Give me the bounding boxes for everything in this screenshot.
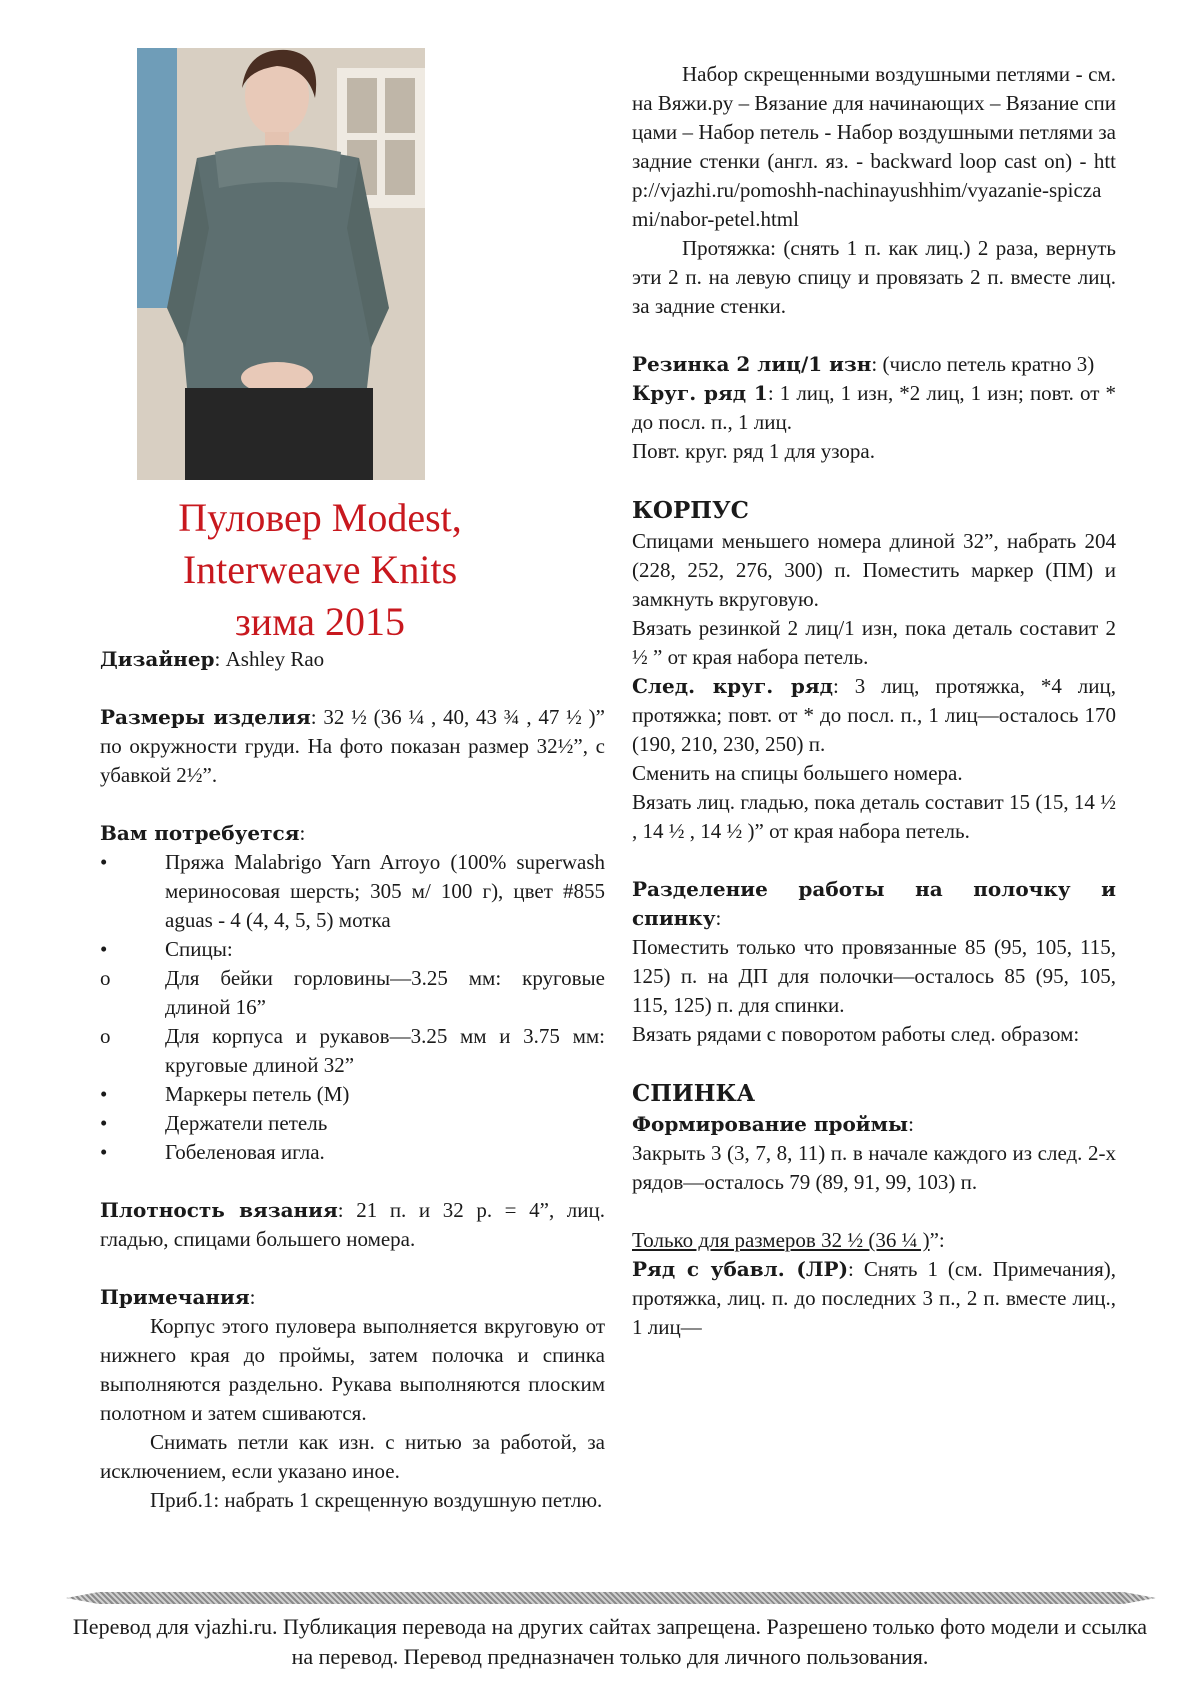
body-heading: КОРПУС [632,497,749,524]
notes-heading [100,1283,605,1312]
notes-paragraph: Приб.1: набрать 1 скрещенную воздушную петлю. [150,1488,603,1512]
list-marker: • [100,937,108,961]
list-marker: • [100,1082,108,1106]
rnd1-repeat: Повт. круг. ряд 1 для узора. [632,439,875,463]
list-item [100,935,605,964]
sizes-only-line [632,1226,1116,1255]
list-marker: o [100,966,111,990]
next-rnd-paragraph [632,672,1116,759]
list-marker: • [100,1140,108,1164]
sizes-only-tail: ”: [929,1228,945,1252]
page-title [100,492,540,648]
list-item-text: Пряжа Malabrigo Yarn Arroyo (100% superwash мериносовая шерсть; 305 м/ 100 г), цвет #855 aguas - 4 (4, 4, 5, 5) мотка [165,850,605,932]
materials-list [100,848,605,1167]
list-marker: • [100,1111,108,1135]
list-item-text: Маркеры петель (М) [165,1082,350,1106]
gauge-label: Плотность вязания [100,1198,338,1222]
gauge-value: : 21 п. и 32 р. = 4”, лиц. гладью, спицами большего номера. [100,1198,605,1251]
next-rnd-value: : 3 лиц, протяжка, *4 лиц, протяжка; повт. от * до посл. п., 1 лиц—осталось 170 (190, 210, 230, 250) п. [632,674,1116,756]
body-paragraph: Спицами меньшего номера длиной 32”, набрать 204 (228, 252, 276, 300) п. Поместить маркер (ПМ) и замкнуть вкруговую. [632,529,1116,611]
notes-paragraph: Снимать петли как изн. с нитью за работой, за исключением, если указано иное. [100,1430,605,1483]
list-item [100,1080,605,1109]
model-photo [137,48,425,480]
rnd1-value: : 1 лиц, 1 изн, *2 лиц, 1 изн; повт. от * до посл. п., 1 лиц. [632,381,1116,434]
armhole-paragraph: Закрыть 3 (3, 7, 8, 11) п. в начале каждого из след. 2-х рядов—осталось 79 (89, 91, 99, 103) п. [632,1141,1116,1194]
footer-divider [66,1592,1156,1604]
list-marker: • [100,850,108,874]
rnd1-paragraph [632,379,1116,437]
gauge-paragraph [100,1196,605,1254]
body-paragraph: Вязать лиц. гладью, пока деталь составит 15 (15, 14 ½ , 14 ½ , 14 ½ )” от края набора петель. [632,790,1116,843]
title-line: Interweave Knits [182,547,458,592]
list-item [100,1138,605,1167]
body-paragraph: Сменить на спицы большего номера. [632,761,963,785]
notes-colon: : [249,1285,256,1309]
list-item [100,1022,605,1080]
rnd1-label: Круг. ряд 1 [632,381,768,405]
list-marker: o [100,1024,111,1048]
notes-label: Примечания [100,1285,250,1309]
cast-on-paragraph: Набор скрещенными воздушными петлями - см. на Вяжи.ру – Вязание для начинающих – Вязание спицами – Набор петель - Набор воздушными петлями за задние стенки (англ. яз. - backward loop cast on) - http://vjazhi.ru/pomoshh-nachinayushhim/vyazanie-spiczami/nabor-petel.html [632,62,1116,231]
list-item-text: Спицы: [165,937,233,961]
rib-label: Резинка 2 лиц/1 изн [632,352,872,376]
armhole-heading [632,1110,1116,1139]
back-heading: СПИНКА [632,1080,756,1107]
sizes-only-label: Только для размеров 32 ½ (36 ¼ ) [632,1228,930,1252]
list-item [100,964,605,1022]
list-item-text: Для бейки горловины—3.25 мм: круговые длиной 16” [165,966,605,1019]
sssk-paragraph: Протяжка: (снять 1 п. как лиц.) 2 раза, вернуть эти 2 п. на левую спицу и провязать 2 п. вместе лиц. за задние стенки. [632,236,1116,318]
sizes-label: Размеры изделия [100,705,311,729]
divide-heading [632,875,1116,933]
next-rnd-label: След. круг. ряд [632,674,833,698]
list-item [100,1109,605,1138]
body-paragraph: Вязать резинкой 2 лиц/1 изн, пока деталь составит 2 ½ ” от края набора петель. [632,616,1116,669]
materials-colon: : [299,821,306,845]
list-item-text: Держатели петель [165,1111,328,1135]
sizes-value: : 32 ½ (36 ¼ , 40, 43 ¾ , 47 ½ )” по окружности груди. На фото показан размер 32½”, с убавкой 2½”. [100,705,605,787]
divide-paragraph: Вязать рядами с поворотом работы след. образом: [632,1022,1080,1046]
title-line: зима 2015 [235,599,405,644]
designer-line [100,645,605,674]
materials-heading [100,819,605,848]
armhole-colon: : [908,1112,914,1136]
sizes-paragraph [100,703,605,790]
model-photo-illustration [137,48,425,480]
rib-paragraph [632,350,1116,379]
divide-colon: : [715,906,722,930]
notes-paragraph: Корпус этого пуловера выполняется вкруговую от нижнего края до проймы, затем полочка и спинка выполняются раздельно. Рукава выполняются плоским полотном и затем сшиваются. [100,1314,605,1425]
title-line: Пуловер Modest, [178,495,462,540]
dec-row-value: : Снять 1 (см. Примечания), протяжка, лиц. п. до последних 3 п., 2 п. вместе лиц., 1 лиц— [632,1257,1116,1339]
list-item-text: Гобеленовая игла. [165,1140,325,1164]
materials-label: Вам потребуется [100,821,300,845]
armhole-label: Формирование проймы [632,1112,909,1136]
divide-label: Разделение работы на полочку и спинку [632,877,1116,930]
designer-label: Дизайнер [100,647,215,671]
left-column [100,645,605,1515]
list-item [100,848,605,935]
rib-value: : (число петель кратно 3) [871,352,1095,376]
designer-value: : Ashley Rao [214,647,325,671]
right-column [632,60,1116,1342]
list-item-text: Для корпуса и рукавов—3.25 мм и 3.75 мм: круговые длиной 32” [165,1024,605,1077]
dec-row-paragraph [632,1255,1116,1342]
dec-row-label: Ряд с убавл. (ЛР) [632,1257,849,1281]
footer-note: Перевод для vjazhi.ru. Публикация перевода на других сайтах запрещена. Разрешено только фото модели и ссылка на перевод. Перевод предназначен только для личного пользования. [72,1614,1148,1669]
divide-paragraph: Поместить только что провязанные 85 (95, 105, 115, 125) п. на ДП для полочки—осталось 85 (95, 105, 115, 125) п. для спинки. [632,935,1116,1017]
